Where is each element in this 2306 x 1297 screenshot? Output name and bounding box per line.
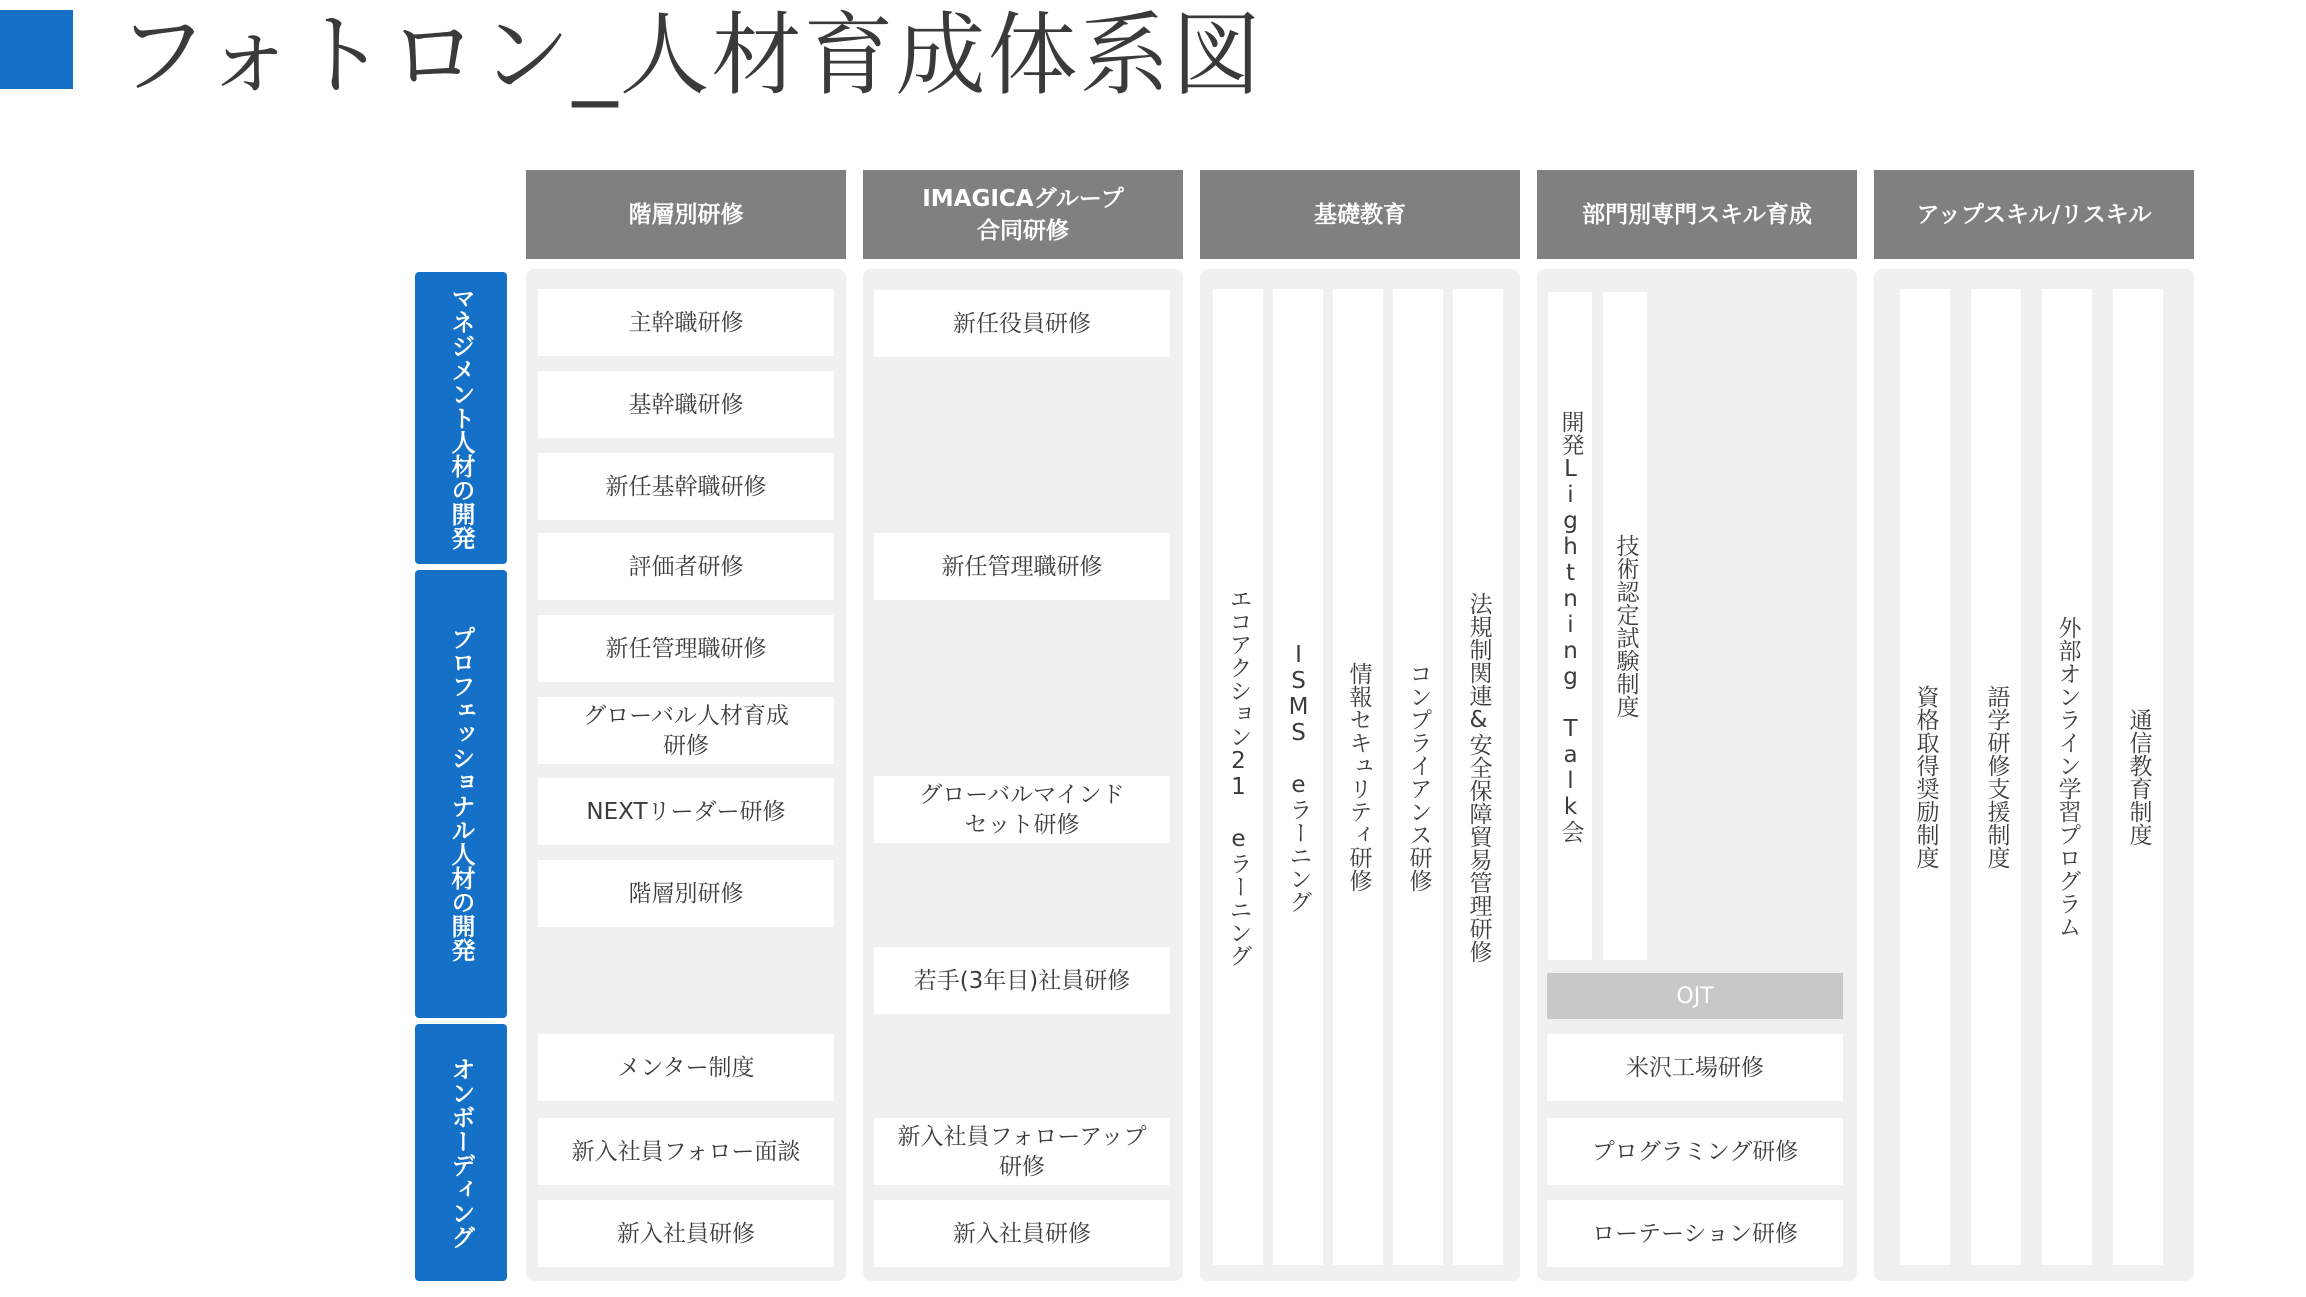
training-box: グローバルマインド セット研修: [874, 776, 1170, 843]
vertical-program: [1213, 289, 1263, 1265]
side-label-management-text: マネジメント人材の開発: [447, 286, 475, 550]
training-box: 基幹職研修: [538, 371, 834, 438]
training-box: 新任管理職研修: [874, 533, 1170, 600]
vertical-program-text: 法規制関連&安全保障貿易管理研修: [1465, 591, 1492, 963]
vertical-program-text: ISMS eラーニング: [1285, 641, 1312, 913]
training-box: 新任役員研修: [874, 290, 1170, 357]
vertical-program: [1393, 289, 1443, 1265]
vertical-program: [1900, 289, 1950, 1265]
header-department-skills: 部門別専門スキル育成: [1537, 170, 1857, 259]
header-group-training: IMAGICAグループ 合同研修: [863, 170, 1183, 259]
training-box: プログラミング研修: [1547, 1118, 1843, 1185]
side-label-onboarding-text: オンボーディング: [447, 1056, 475, 1249]
vertical-program-text: 通信教育制度: [2125, 708, 2152, 846]
side-label-professional-text: プロフェッショナル人材の開発: [447, 626, 475, 962]
vertical-program-text: 開発Lightning Talk会: [1557, 409, 1584, 843]
vertical-program-text: 語学研修支援制度: [1983, 685, 2010, 869]
vertical-program-text: 資格取得奨励制度: [1912, 685, 1939, 869]
header-upskill-reskill: アップスキル/リスキル: [1874, 170, 2194, 259]
vertical-program: [1273, 289, 1323, 1265]
vertical-program: [1333, 289, 1383, 1265]
ojt-bar: OJT: [1547, 973, 1843, 1019]
vertical-program: [1971, 289, 2021, 1265]
vertical-program-text: エコアクション21 eラーニング: [1225, 587, 1252, 967]
vertical-program: [1603, 292, 1647, 960]
vertical-program: [2042, 289, 2092, 1265]
training-box: 階層別研修: [538, 860, 834, 927]
vertical-program: [1548, 292, 1592, 960]
vertical-program-text: 情報セキュリティ研修: [1345, 662, 1372, 892]
training-box: 新任基幹職研修: [538, 453, 834, 520]
training-box: 米沢工場研修: [1547, 1034, 1843, 1101]
side-label-professional: [415, 570, 507, 1018]
vertical-program-text: コンプライアンス研修: [1405, 662, 1432, 892]
vertical-program: [2113, 289, 2163, 1265]
vertical-program: [1453, 289, 1503, 1265]
training-box: メンター制度: [538, 1034, 834, 1101]
training-box: 評価者研修: [538, 533, 834, 600]
header-hierarchy-training: 階層別研修: [526, 170, 846, 259]
training-box: 新入社員フォロー面談: [538, 1118, 834, 1185]
training-box: 主幹職研修: [538, 289, 834, 356]
training-box: 新入社員研修: [538, 1200, 834, 1267]
training-box: 新入社員フォローアップ 研修: [874, 1118, 1170, 1185]
page-title: フォトロン_人材育成体系図: [117, 3, 1264, 108]
training-box: 若手(3年目)社員研修: [874, 947, 1170, 1014]
side-label-management: [415, 272, 507, 564]
training-box: 新任管理職研修: [538, 615, 834, 682]
vertical-program-text: 技術認定試験制度: [1612, 534, 1639, 718]
training-box: 新入社員研修: [874, 1200, 1170, 1267]
side-label-onboarding: [415, 1024, 507, 1281]
training-box: グローバル人材育成 研修: [538, 697, 834, 764]
training-box: NEXTリーダー研修: [538, 778, 834, 845]
training-box: ローテーション研修: [1547, 1200, 1843, 1267]
header-basic-education: 基礎教育: [1200, 170, 1520, 259]
title-accent-square: [0, 10, 73, 89]
vertical-program-text: 外部オンライン学習プログラム: [2054, 616, 2081, 938]
